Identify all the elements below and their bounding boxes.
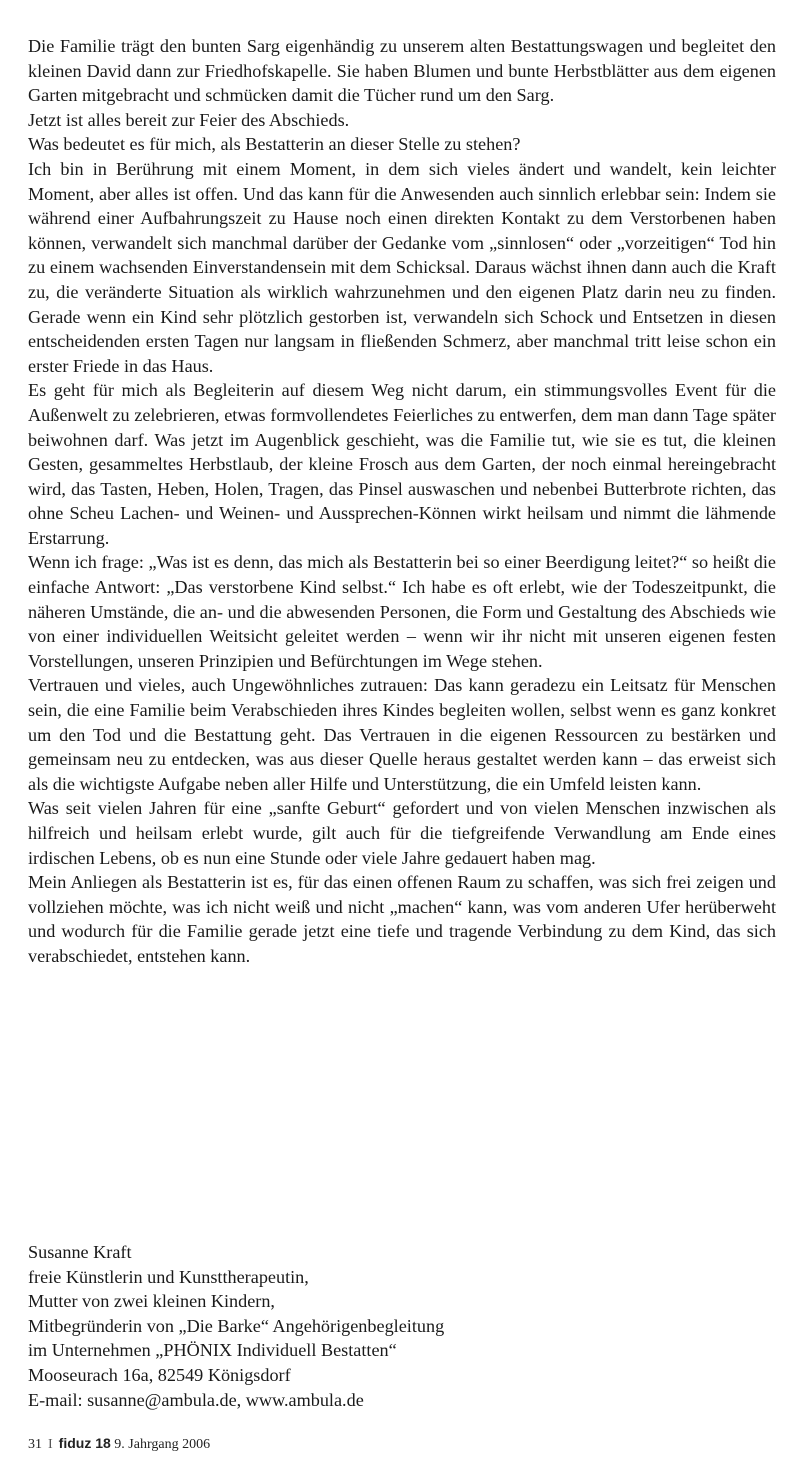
page-footer <box>28 1434 210 1454</box>
author-contact: E-mail: susanne@ambula.de, www.ambula.de <box>28 1389 364 1410</box>
paragraph-8: Was seit vielen Jahren für eine „sanfte Geburt“ gefordert und von vielen Menschen inzwischen als hilfreich und heilsam erlebt wurde, gilt auch für die tiefgreifende Verwandlung am Ende eines irdischen Lebens, ob es nun eine Stunde oder viele Jahre gedauert haben mag. <box>28 798 776 868</box>
author-name: Susanne Kraft <box>28 1242 132 1262</box>
footer-separator: I <box>48 1437 53 1452</box>
issue-info: 9. Jahrgang 2006 <box>114 1437 211 1452</box>
paragraph-9: Mein Anliegen als Bestatterin ist es, für das einen offenen Raum zu schaffen, was sich frei zeigen und vollziehen möchte, was ich nicht weiß und nicht „machen“ kann, was vom anderen Ufer herüberweht und wodurch für die Familie gerade jetzt eine tiefe und tragende Verbindung zu dem Kind, das sich verabschiedet, entstehen kann. <box>28 872 776 966</box>
author-cofounder: Mitbegründerin von „Die Barke“ Angehörigenbegleitung <box>28 1315 445 1336</box>
paragraph-3: Was bedeutet es für mich, als Bestatterin an dieser Stelle zu stehen? <box>28 134 521 155</box>
author-company: im Unternehmen „PHÖNIX Individuell Bestatten“ <box>28 1340 397 1361</box>
author-signature <box>28 1240 628 1412</box>
article-body <box>28 34 776 969</box>
paragraph-6: Wenn ich frage: „Was ist es denn, das mich als Bestatterin bei so einer Beerdigung leitet?“ so heißt die einfache Antwort: „Das verstorbene Kind selbst.“ Ich habe es oft erlebt, wie der Todeszeitpunkt, die näheren Umstände, die an- und die abwesenden Personen, die Form und Gestaltung des Abschieds wie von einer individuellen Weitsicht geleitet werden – wenn wir ihr nicht mit unseren eigenen festen Vorstellungen, unseren Prinzipien und Befürchtungen im Wege stehen. <box>28 552 776 671</box>
paragraph-4: Ich bin in Berührung mit einem Moment, in dem sich vieles ändert und wandelt, kein leichter Moment, aber alles ist offen. Und das kann für die Anwesenden auch sinnlich erlebbar sein: Indem sie während einer Aufbahrungszeit zu Hause noch einen direkten Kontakt zu dem Verstorbenen haben können, verwandelt sich manchmal darüber der Gedanke vom „sinnlosen“ oder „vorzeitigen“ Tod hin zu einem wachsenden Einverstandensein mit dem Schicksal. Daraus wächst ihnen dann auch die Kraft zu, die veränderte Situation als wirklich wahrzunehmen und den eigenen Platz darin neu zu finden. Gerade wenn ein Kind sehr plötzlich gestorben ist, verwandeln sich Schock und Entsetzen in diesen entscheidenden ersten Tagen nur langsam in fließenden Schmerz, aber manchmal tritt leise schon ein erster Friede in das Haus. <box>28 158 776 376</box>
page-number: 31 <box>28 1437 42 1452</box>
magazine-name: fiduz 18 <box>58 1435 111 1451</box>
paragraph-7: Vertrauen und vieles, auch Ungewöhnliches zutrauen: Das kann geradezu ein Leitsatz für Menschen sein, die eine Familie beim Verabschieden ihres Kindes begleiten wollen, selbst wenn es ganz konkret um den Tod und die Bestattung geht. Das Vertrauen in die eigenen Ressourcen zu bestärken und gemeinsam neu zu entdecken, was aus dieser Quelle heraus gestaltet werden kann – das erweist sich als die wichtigste Aufgabe neben aller Hilfe und Unterstützung, die ein Umfeld leisten kann. <box>28 675 776 794</box>
paragraph-1: Die Familie trägt den bunten Sarg eigenhändig zu unserem alten Bestattungswagen und begleitet den kleinen David dann zur Friedhofskapelle. Sie haben Blumen und bunte Herbstblätter aus dem eigenen Garten mitgebracht und schmücken damit die Tücher rund um den Sarg. <box>28 36 776 106</box>
author-profession: freie Künstlerin und Kunsttherapeutin, <box>28 1266 309 1287</box>
author-family: Mutter von zwei kleinen Kindern, <box>28 1291 275 1312</box>
paragraph-2: Jetzt ist alles bereit zur Feier des Abschieds. <box>28 109 350 130</box>
paragraph-5: Es geht für mich als Begleiterin auf diesem Weg nicht darum, ein stimmungsvolles Event für die Außenwelt zu zelebrieren, etwas formvollendetes Feierliches zu entwerfen, dem man dann Tage später beiwohnen darf. Was jetzt im Augenblick geschieht, was die Familie tut, wie sie es tut, die kleinen Gesten, gesammeltes Herbstlaub, der kleine Frosch aus dem Garten, der noch einmal hereingebracht wird, das Tasten, Heben, Holen, Tragen, das Pinsel auswaschen und nebenbei Butterbrote richten, das ohne Scheu Lachen- und Weinen- und Aussprechen-Können wirkt heilsam und nimmt die lähmende Erstarrung. <box>28 380 776 548</box>
author-address: Mooseurach 16a, 82549 Königsdorf <box>28 1364 291 1385</box>
